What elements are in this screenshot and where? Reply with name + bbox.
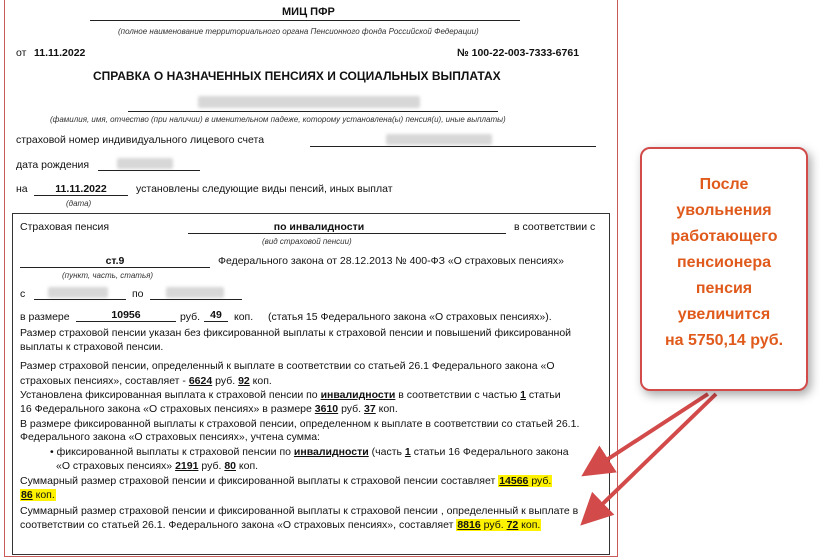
- sum2-rub-value: 8816: [457, 519, 481, 531]
- para2-rub-label: руб.: [215, 375, 236, 387]
- sum1-rub-label: руб.: [531, 475, 552, 487]
- sum2-text: соответствии со статьей 26.1. Федерального закона «О страховых пенсиях», составляет: [20, 519, 454, 531]
- bullet-kop-value: 80: [224, 460, 236, 472]
- law-text: Федерального закона от 28.12.2013 № 400-ФЗ «О страховых пенсиях»: [218, 255, 564, 267]
- pension-type: по инвалидности: [273, 221, 365, 233]
- article-caption: (пункт, часть, статья): [62, 271, 154, 280]
- para3-rub-value: 3610: [314, 403, 339, 415]
- stat15-text: (статья 15 Федерального закона «О страховых пенсиях»).: [268, 311, 552, 323]
- para2-rub-value: 6624: [188, 375, 213, 387]
- bullet-text: • фиксированной выплаты к страховой пенсии по: [50, 446, 291, 458]
- bullet-post: статьи 16 Федерального закона: [413, 446, 569, 458]
- para2-kop-value: 92: [238, 375, 250, 387]
- bullet-inv: инвалидности: [293, 446, 369, 458]
- bullet-mid: (часть: [371, 446, 402, 458]
- para3-post: статьи: [528, 389, 561, 401]
- on-date: 11.11.2022: [55, 183, 107, 195]
- sum1-rub-value: 14566: [499, 475, 529, 487]
- arrow-to-sum2: [586, 394, 716, 520]
- sum2-kop-value: 72: [506, 519, 519, 531]
- bullet-part: 1: [404, 446, 411, 458]
- size-label: в размере: [20, 311, 70, 323]
- size-kop-value: 49: [210, 309, 222, 321]
- to-date-label: по: [132, 288, 144, 300]
- para3-rub-label: руб.: [341, 403, 362, 415]
- birth-label: дата рождения: [16, 159, 90, 171]
- doc-title: СПРАВКА О НАЗНАЧЕННЫХ ПЕНСИЯХ И СОЦИАЛЬНЫХ ВЫПЛАТАХ: [93, 69, 501, 83]
- size-rub-value: 10956: [111, 309, 141, 321]
- para1-line1: Размер страховой пенсии указан без фиксированной выплаты к страховой пенсии и повышений фиксированной: [20, 327, 572, 339]
- on-label: на: [16, 183, 28, 195]
- from-label: от: [16, 47, 27, 59]
- callout-box: [640, 147, 808, 391]
- from-date-label: с: [20, 288, 26, 300]
- sum2-kop-label: коп.: [521, 519, 541, 531]
- article-value: ст.9: [105, 255, 125, 267]
- accord-text: в соответствии с: [514, 221, 596, 233]
- pension-label: Страховая пенсия: [20, 221, 110, 233]
- doc-date: 11.11.2022: [34, 47, 86, 59]
- para3-part: 1: [520, 389, 526, 401]
- sum1-kop-label: коп.: [35, 489, 55, 501]
- bullet-rub-value: 2191: [175, 460, 199, 472]
- org-name: МИЦ ПФР: [282, 6, 335, 18]
- bullet-rub-label: руб.: [201, 460, 222, 472]
- para3-text: Установлена фиксированная выплата к страховой пенсии по: [20, 389, 318, 401]
- para4-line1: В размере фиксированной выплаты к страховой пенсии, определенном к выплате в соответствии со статьей 26.1.: [20, 418, 580, 430]
- para3-mid: в соответствии с частью: [398, 389, 518, 401]
- bullet-kop-label: коп.: [238, 460, 259, 472]
- para2-kop-label: коп.: [252, 375, 272, 387]
- bullet2-text: «О страховых пенсиях»: [56, 460, 173, 472]
- sum2-line1: Суммарный размер страховой пенсии и фиксированной выплаты к страховой пенсии , определенный к выплате в: [20, 505, 579, 517]
- para3-kop-value: 37: [364, 403, 376, 415]
- para3-inv: инвалидности: [320, 389, 396, 401]
- callout-text: После увольнения работающего пенсионера пенсия увеличится на 5750,14 руб.: [664, 176, 784, 349]
- doc-number: № 100-22-003-7333-6761: [457, 47, 580, 59]
- date-caption: (дата): [66, 199, 92, 208]
- org-caption: (полное наименование территориального органа Пенсионного фонда Российской Федерации): [118, 27, 479, 36]
- para3b-text: 16 Федерального закона «О страховых пенсиях» в размере: [20, 403, 312, 415]
- para4-line2: Федерального закона «О страховых пенсиях», учтена сумма:: [20, 431, 320, 443]
- name-caption: (фамилия, имя, отчество (при наличии) в именительном падеже, которому установлена(ы) пенсия(и), иные выплаты): [50, 115, 506, 124]
- size-rub-label: руб.: [180, 311, 201, 323]
- para2-line1: Размер страховой пенсии, определенный к выплате в соответствии со статьей 26.1 Федерального закона «О: [20, 360, 555, 372]
- sum1-text: Суммарный размер страховой пенсии и фиксированной выплаты к страховой пенсии составляет: [20, 475, 496, 487]
- established-text: установлены следующие виды пенсий, иных выплат: [136, 183, 393, 195]
- para3-kop-label: коп.: [378, 403, 398, 415]
- para2-text: страховых пенсиях», составляет -: [20, 375, 186, 387]
- type-caption: (вид страховой пенсии): [262, 237, 352, 246]
- sum1-kop-value: 86: [21, 489, 33, 501]
- para1-line2: выплаты к страховой пенсии.: [20, 341, 164, 353]
- sum2-rub-label: руб.: [483, 519, 504, 531]
- size-kop-label: коп.: [234, 311, 254, 323]
- snils-label: страховой номер индивидуального лицевого счета: [16, 134, 265, 146]
